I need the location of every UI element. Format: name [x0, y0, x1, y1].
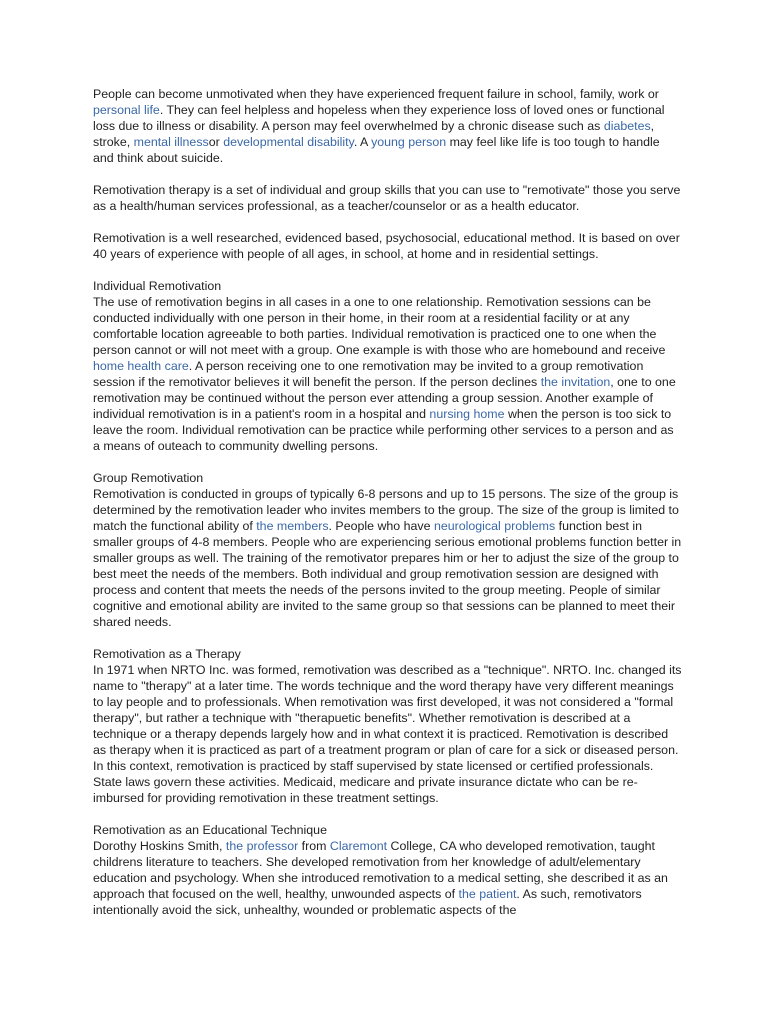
section-remotivation-as-an-educational-technique — [93, 822, 683, 918]
text-run: . They can feel helpless and hopeless when they experience loss of loved ones or functional loss due to illness or disability. A person may feel overwhelmed by a chronic disease such as — [93, 103, 665, 133]
link-the-patient[interactable]: the patient — [458, 887, 517, 901]
text-run: Remotivation is a well researched, evidenced based, psychosocial, educational method. It is based on over 40 years of experience with people of all ages, in school, at home and in residential settings. — [93, 231, 680, 261]
text-run: People can become unmotivated when they have experienced frequent failure in school, family, work or — [93, 87, 659, 101]
text-run: Dorothy Hoskins Smith, — [93, 839, 226, 853]
section-remotivation-as-a-therapy — [93, 646, 683, 806]
text-run: from — [298, 839, 330, 853]
link-developmental-disability[interactable]: developmental disability — [223, 135, 354, 149]
section-paragraph — [93, 662, 683, 806]
section-heading: Remotivation as a Therapy — [93, 647, 241, 661]
link-the-invitation[interactable]: the invitation — [540, 375, 611, 389]
intro-block — [93, 86, 683, 262]
text-run: may feel like life is too tough to handle and think about suicide. — [93, 135, 660, 165]
document-page — [93, 86, 683, 934]
link-neurological-problems[interactable]: neurological problems — [433, 519, 556, 533]
text-run: . People who have — [328, 519, 434, 533]
text-run: . As such, remotivators intentionally avoid the sick, unhealthy, wounded or problematic aspects of the — [93, 887, 642, 917]
text-run: Remotivation therapy is a set of individual and group skills that you can use to "remotivate" those you serve as a health/human services professional, as a teacher/counselor or as a health educator. — [93, 183, 681, 213]
link-personal-life[interactable]: personal life — [93, 103, 160, 117]
section-heading: Individual Remotivation — [93, 279, 222, 293]
link-diabetes[interactable]: diabetes — [603, 119, 651, 133]
intro-paragraph — [93, 86, 683, 166]
link-young-person[interactable]: young person — [371, 135, 447, 149]
text-run: , one to one remotivation may be continued without the person ever attending a group session. Another example of individual remotivation is in a patient's room in a hospital and — [93, 375, 676, 421]
section-paragraph — [93, 838, 683, 918]
section-heading: Remotivation as an Educational Technique — [93, 823, 327, 837]
intro-paragraph — [93, 230, 683, 262]
text-run: In 1971 when NRTO Inc. was formed, remotivation was described as a "technique". NRTO. Inc. changed its name to "therapy" at a later time. The words technique and the word therapy have very different meanings to lay people and to professionals. When remotivation was first developed, it was not considered a "formal therapy", but rather a technique with "therapuetic benefits". Whether remotivation is described at a technique or a therapy depends largely how and in what context it is practiced. Remotivation is described as therapy when it is practiced as part of a treatment program or plan of care for a sick or diseased person. In this context, remotivation is practiced by staff supervised by state licensed or certified professionals. State laws govern these activities. Medicaid, medicare and private insurance dictate who can be re-imbursed for providing remotivation in these treatment settings. — [93, 663, 682, 805]
text-run: Remotivation is conducted in groups of typically 6-8 persons and up to 15 persons. The size of the group is determined by the remotivation leader who invites members to the group. The size of the group is limited to match the functional ability of — [93, 487, 679, 533]
link-mental-illness[interactable]: mental illness — [133, 135, 209, 149]
text-run: . A — [353, 135, 372, 149]
text-run: when the person is too sick to leave the room. Individual remotivation can be practice while performing other services to a person and as a means of outeach to community dwelling persons. — [93, 407, 674, 453]
text-run: , stroke, — [93, 119, 655, 149]
text-run: function best in smaller groups of 4-8 members. People who are experiencing serious emotional problems function better in smaller groups as well. The training of the remotivator prepares him or her to adjust the size of the group to best meet the needs of the members. Both individual and group remotivation session are designed with process and content that meets the needs of the persons invited to the group meeting. People of similar cognitive and emotional ability are invited to the same group so that sessions can be planned to meet their shared needs. — [93, 519, 682, 629]
link-home-health-care[interactable]: home health care — [93, 359, 189, 373]
text-run: . A person receiving one to one remotivation may be invited to a group remotivation session if the remotivator believes it will benefit the person. If the person declines — [93, 359, 644, 389]
link-the-members[interactable]: the members — [256, 519, 329, 533]
link-the-professor[interactable]: the professor — [225, 839, 299, 853]
text-run: or — [208, 135, 224, 149]
sections-block — [93, 278, 683, 918]
text-run: College, CA who developed remotivation, taught childrens literature to teachers. She developed remotivation from her knowledge of adult/elementary education and psychology. When she introduced remotivation to a medical setting, she described it as an approach that focused on the well, healthy, unwounded aspects of — [93, 839, 668, 901]
section-paragraph — [93, 294, 683, 454]
section-paragraph — [93, 486, 683, 630]
section-group-remotivation — [93, 470, 683, 630]
section-individual-remotivation — [93, 278, 683, 454]
text-run: The use of remotivation begins in all cases in a one to one relationship. Remotivation sessions can be conducted individually with one person in their home, in their room at a residential facility or at any comfortable location agreeable to both parties. Individual remotivation is practiced one to one when the person cannot or will not meet with a group. One example is with those who are homebound and receive — [93, 295, 666, 357]
intro-paragraph — [93, 182, 683, 214]
section-heading: Group Remotivation — [93, 471, 204, 485]
link-claremont[interactable]: Claremont — [329, 839, 388, 853]
link-nursing-home[interactable]: nursing home — [429, 407, 505, 421]
